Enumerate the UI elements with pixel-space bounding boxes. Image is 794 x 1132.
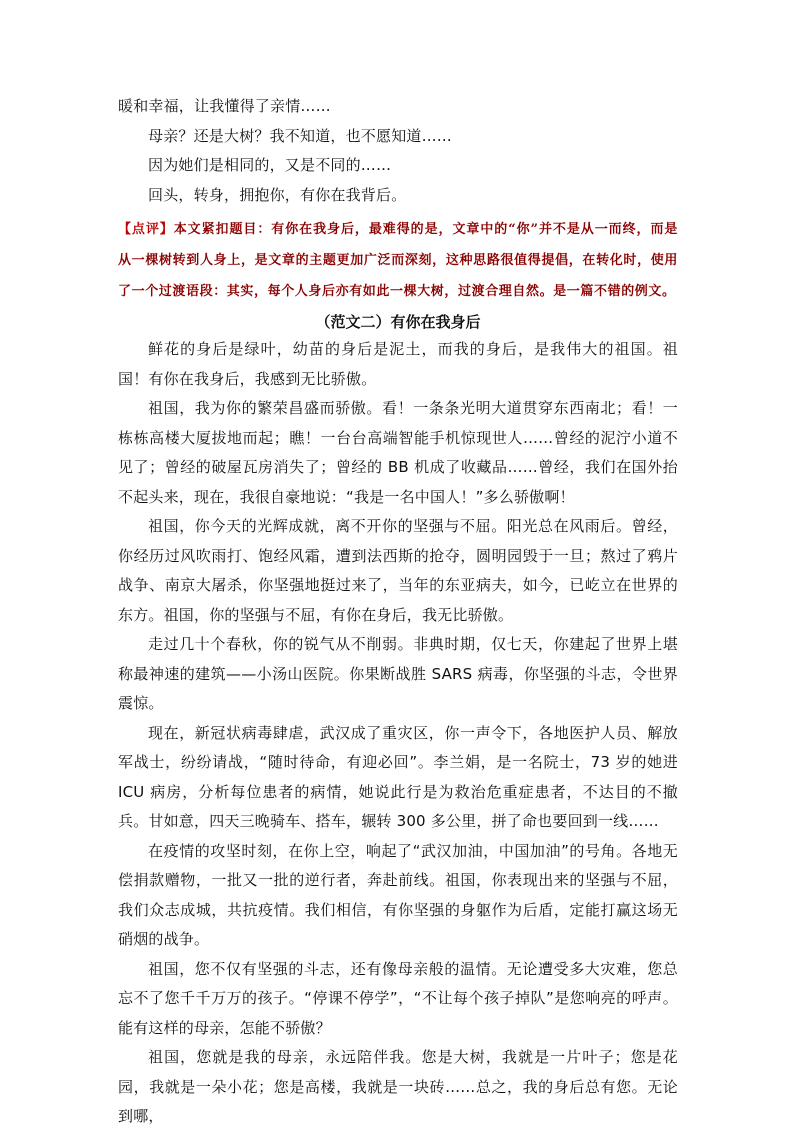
commentary [118, 214, 678, 307]
prev-essay-line: 暖和幸福，让我懂得了亲情…… [118, 97, 331, 115]
prev-essay-line: 因为她们是相同的，又是不同的…… [148, 156, 392, 174]
essay-paragraph: 现在，新冠状病毒肆虐，武汉成了重灾区，你一声令下，各地医护人员、解放军战士，纷纷请战，“随时待命，有迎必回”。李兰娟，是一名院士，73 岁的她进 ICU 病房，分析每位患者的病情，她说此行是为救治危重症患者，不达目的不撤兵。甘如意，四天三晚骑车、搭车，辗转 300 多公里，拼了命也要回到一线…… [118, 723, 678, 830]
essay-paragraph: 祖国，您就是我的母亲，永远陪伴我。您是大树，我就是一片叶子；您是花园，我就是一朵小花；您是高楼，我就是一块砖……总之，我的身后总有您。无论到哪， [118, 1048, 678, 1125]
prev-essay-line: 回头，转身，拥抱你，有你在我背后。 [148, 185, 407, 204]
commentary-text: 本文紧扣题目：有你在我身后，最难得的是，文章中的“你”并不是从一而终，而是从一棵树转到人身上，是文章的主题更加广泛而深刻，这种思路很值得提倡，在转化时，使用了一个过渡语段：其实，每个人身后亦有如此一棵大树，过渡合理自然。是一篇不错的例文。 [118, 222, 678, 299]
prev-essay-line: 母亲？还是大树？我不知道，也不愿知道…… [148, 126, 453, 145]
essay-title: （范文二）有你在我身后 [315, 313, 481, 331]
essay-paragraph: 鲜花的身后是绿叶，幼苗的身后是泥土，而我的身后，是我伟大的祖国。祖国！有你在我身后，我感到无比骄傲。 [118, 340, 678, 388]
essay-paragraph: 祖国，你今天的光辉成就，离不开你的坚强与不屈。阳光总在风雨后。曾经，你经历过风吹雨打、饱经风霜，遭到法西斯的抢夺，圆明园毁于一旦；熬过了鸦片战争、南京大屠杀，你坚强地挺过来了，当年的东亚病夫，如今，已屹立在世界的东方。祖国，你的坚强与不屈，有你在身后，我无比骄傲。 [118, 517, 678, 624]
essay-paragraph: 走过几十个春秋，你的锐气从不削弱。非典时期，仅七天，你建起了世界上堪称最神速的建筑——小汤山医院。你果断战胜 SARS 病毒，你坚强的斗志，令世界震惊。 [118, 635, 678, 712]
commentary-tag: 【点评】 [118, 222, 174, 237]
document-page [118, 92, 678, 1132]
essay-paragraph: 在疫情的攻坚时刻，在你上空，响起了“武汉加油，中国加油”的号角。各地无偿捐款赠物，一批又一批的逆行者，奔赴前线。祖国，你表现出来的坚强与不屈，我们众志成城，共抗疫情。我们相信，有你坚强的身躯作为后盾，定能打赢这场无硝烟的战争。 [118, 841, 678, 948]
essay-paragraph: 祖国，我为你的繁荣昌盛而骄傲。看！一条条光明大道贯穿东西南北；看！一栋栋高楼大厦拔地而起；瞧！一台台高端智能手机惊现世人……曾经的泥泞小道不见了；曾经的破屋瓦房消失了；曾经的 BB 机成了收藏品……曾经，我们在国外抬不起头来，现在，我很自豪地说：“我是一名中国人！”多么骄傲啊！ [118, 399, 678, 506]
essay-paragraph: 祖国，您不仅有坚强的斗志，还有像母亲般的温情。无论遭受多大灾难，您总忘不了您千千万万的孩子。“停课不停学”，“不让每个孩子掉队”是您响亮的呼声。能有这样的母亲，怎能不骄傲？ [118, 959, 679, 1037]
